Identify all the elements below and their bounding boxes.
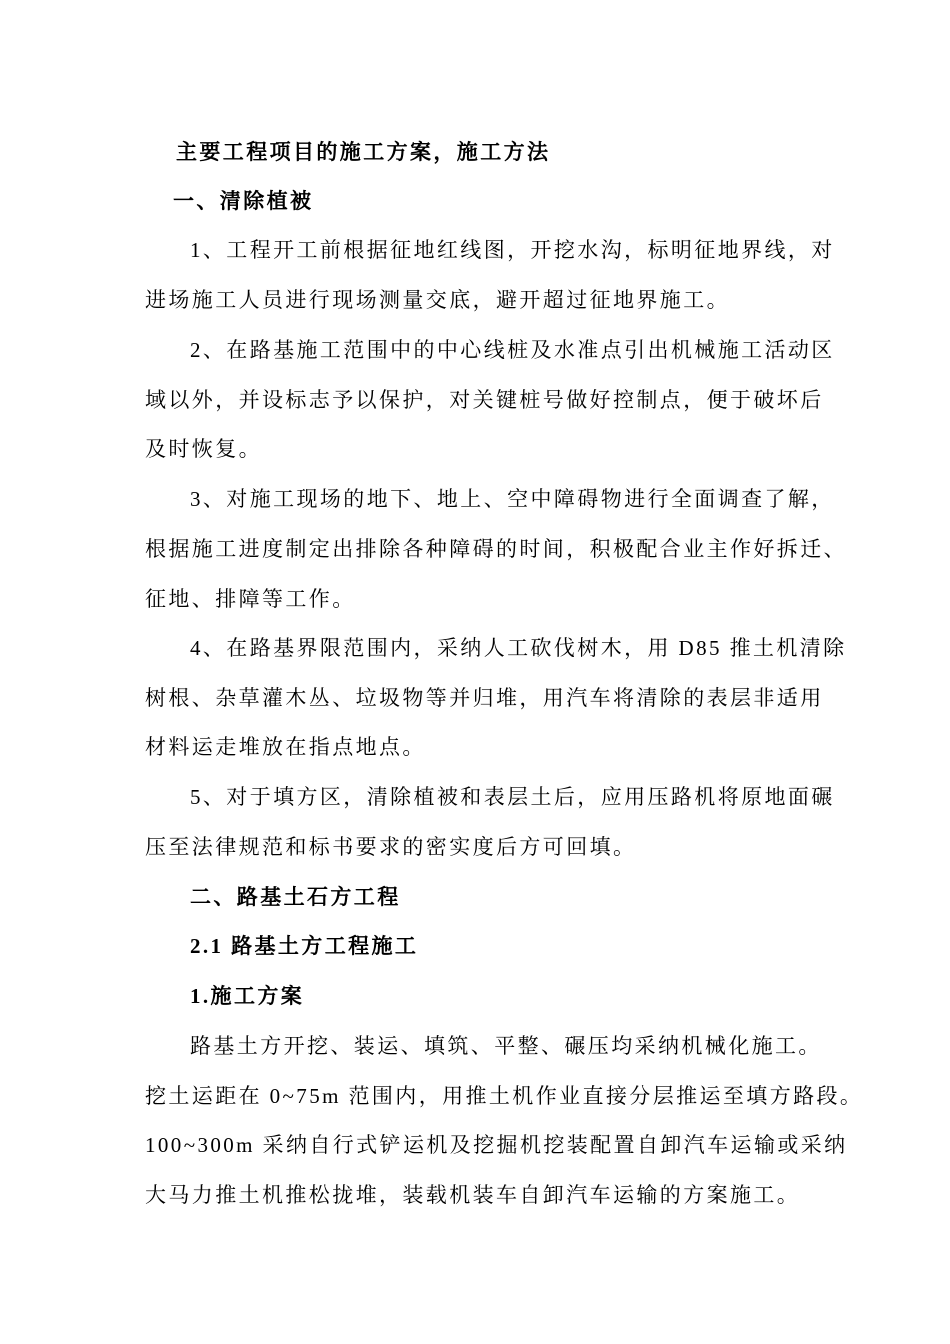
paragraph-line: 3、对施工现场的地下、地上、空中障碍物进行全面调查了解， (190, 487, 835, 511)
section-heading: 二、路基土石方工程 (190, 885, 401, 909)
paragraph-line: 路基土方开挖、装运、填筑、平整、碾压均采纳机械化施工。 (190, 1034, 822, 1058)
paragraph-line: 征地、排障等工作。 (145, 587, 356, 611)
paragraph-line: 5、对于填方区，清除植被和表层土后，应用压路机将原地面碾 (190, 785, 835, 809)
document-title: 主要工程项目的施工方案，施工方法 (176, 140, 551, 164)
paragraph-line: 压至法律规范和标书要求的密实度后方可回填。 (145, 835, 637, 859)
paragraph-line: 4、在路基界限范围内，采纳人工砍伐树木，用 D85 推土机清除 (190, 636, 847, 660)
paragraph-line: 挖土运距在 0~75m 范围内，用推土机作业直接分层推运至填方路段。 (145, 1084, 864, 1108)
paragraph-line: 1、工程开工前根据征地红线图，开挖水沟，标明征地界线，对 (190, 238, 835, 262)
section-heading: 一、清除植被 (173, 189, 314, 213)
subsubsection-heading: 1.施工方案 (190, 984, 305, 1008)
subsection-heading: 2.1 路基土方工程施工 (190, 934, 419, 958)
paragraph-line: 进场施工人员进行现场测量交底，避开超过征地界施工。 (145, 288, 730, 312)
paragraph-line: 100~300m 采纳自行式铲运机及挖掘机挖装配置自卸汽车运输或采纳 (145, 1133, 848, 1157)
paragraph-line: 根据施工进度制定出排除各种障碍的时间，积极配合业主作好拆迁、 (145, 537, 847, 561)
paragraph-line: 域以外，并设标志予以保护，对关键桩号做好控制点，便于破坏后 (145, 388, 824, 412)
paragraph-line: 树根、杂草灌木丛、垃圾物等并归堆，用汽车将清除的表层非适用 (145, 686, 824, 710)
paragraph-line: 2、在路基施工范围中的中心线桩及水准点引出机械施工活动区 (190, 338, 835, 362)
paragraph-line: 及时恢复。 (145, 437, 262, 461)
paragraph-line: 大马力推土机推松拢堆，装载机装车自卸汽车运输的方案施工。 (145, 1183, 801, 1207)
paragraph-line: 材料运走堆放在指点地点。 (145, 735, 426, 759)
